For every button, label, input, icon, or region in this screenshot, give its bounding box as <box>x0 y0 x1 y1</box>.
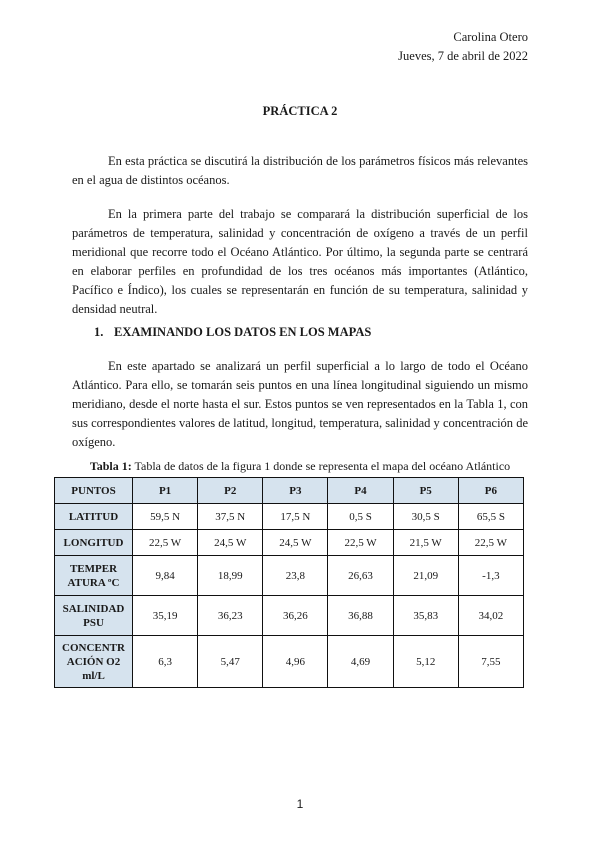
table-row <box>55 556 524 596</box>
table-cell: 36,88 <box>328 596 393 636</box>
table-row <box>55 530 524 556</box>
section-number: 1. <box>94 325 104 339</box>
table-caption-text: Tabla de datos de la figura 1 donde se representa el mapa del océano Atlántico <box>131 459 511 473</box>
table-caption <box>0 459 600 474</box>
overview-paragraph <box>72 205 528 319</box>
table-cell: 6,3 <box>133 636 198 688</box>
table-cell: 34,02 <box>458 596 523 636</box>
data-table <box>54 477 524 688</box>
table-row <box>55 636 524 688</box>
table-cell: 24,5 W <box>263 530 328 556</box>
overview-paragraph-text: En la primera parte del trabajo se comparará la distribución superficial de los parámetros de temperatura, salinidad y concentración de oxígeno a través de un perfil meridional que recorre todo el Océano Atlántico. Por último, la segunda parte se centrará en elaborar perfiles en profundidad de los tres océanos más importantes (Atlántico, Pacífico e Índico), los cuales se representarán en función de su temperatura, salinidad y densidad neutral. <box>72 207 528 316</box>
section-paragraph <box>72 357 528 452</box>
table-cell: 22,5 W <box>133 530 198 556</box>
section-heading <box>94 325 371 340</box>
table-header-cell: P5 <box>393 478 458 504</box>
document-date: Jueves, 7 de abril de 2022 <box>398 49 528 63</box>
table-cell: 21,09 <box>393 556 458 596</box>
table-cell: 30,5 S <box>393 504 458 530</box>
row-label: LONGITUD <box>55 530 133 556</box>
section-paragraph-text: En este apartado se analizará un perfil superficial a lo largo de todo el Océano Atlántico. Para ello, se tomarán seis puntos en una línea longitudinal siguiendo un mismo meridiano, desde el norte hasta el sur. Estos puntos se ven representados en la Tabla 1, con sus correspondientes valores de latitud, longitud, temperatura, salinidad y concentración de oxígeno. <box>72 359 528 449</box>
section-title: EXAMINANDO LOS DATOS EN LOS MAPAS <box>114 325 372 339</box>
table-header-cell: P6 <box>458 478 523 504</box>
table-header-cell: P1 <box>133 478 198 504</box>
table-cell: 5,12 <box>393 636 458 688</box>
table-header-cell: PUNTOS <box>55 478 133 504</box>
page-number: 1 <box>296 797 304 811</box>
table-cell: 65,5 S <box>458 504 523 530</box>
table-cell: 5,47 <box>198 636 263 688</box>
table-header-row <box>55 478 524 504</box>
document-title: PRÁCTICA 2 <box>262 104 338 118</box>
table-caption-label: Tabla 1: <box>89 459 132 473</box>
table-cell: 18,99 <box>198 556 263 596</box>
table-header-cell: P2 <box>198 478 263 504</box>
row-label: LATITUD <box>55 504 133 530</box>
row-label: CONCENTR ACIÓN O2 ml/L <box>55 636 133 688</box>
row-label: TEMPER ATURA ºC <box>55 556 133 596</box>
table-cell: 36,23 <box>198 596 263 636</box>
document-header <box>398 28 528 66</box>
table-row <box>55 596 524 636</box>
table-cell: 36,26 <box>263 596 328 636</box>
table-cell: 7,55 <box>458 636 523 688</box>
table-header-cell: P3 <box>263 478 328 504</box>
table-row <box>55 504 524 530</box>
table-cell: 4,69 <box>328 636 393 688</box>
table-cell: 26,63 <box>328 556 393 596</box>
table-cell: 59,5 N <box>133 504 198 530</box>
table-cell: 22,5 W <box>328 530 393 556</box>
table-cell: 35,19 <box>133 596 198 636</box>
table-cell: 35,83 <box>393 596 458 636</box>
table-cell: -1,3 <box>458 556 523 596</box>
table-header-cell: P4 <box>328 478 393 504</box>
table-cell: 23,8 <box>263 556 328 596</box>
table-cell: 22,5 W <box>458 530 523 556</box>
table-cell: 37,5 N <box>198 504 263 530</box>
intro-paragraph-text: En esta práctica se discutirá la distribución de los parámetros físicos más relevantes en el agua de distintos océanos. <box>72 154 528 187</box>
table-cell: 21,5 W <box>393 530 458 556</box>
intro-paragraph <box>72 152 528 190</box>
author-name: Carolina Otero <box>453 30 528 44</box>
table-cell: 24,5 W <box>198 530 263 556</box>
table-cell: 0,5 S <box>328 504 393 530</box>
table-cell: 9,84 <box>133 556 198 596</box>
table-cell: 17,5 N <box>263 504 328 530</box>
table-cell: 4,96 <box>263 636 328 688</box>
row-label: SALINIDAD PSU <box>55 596 133 636</box>
